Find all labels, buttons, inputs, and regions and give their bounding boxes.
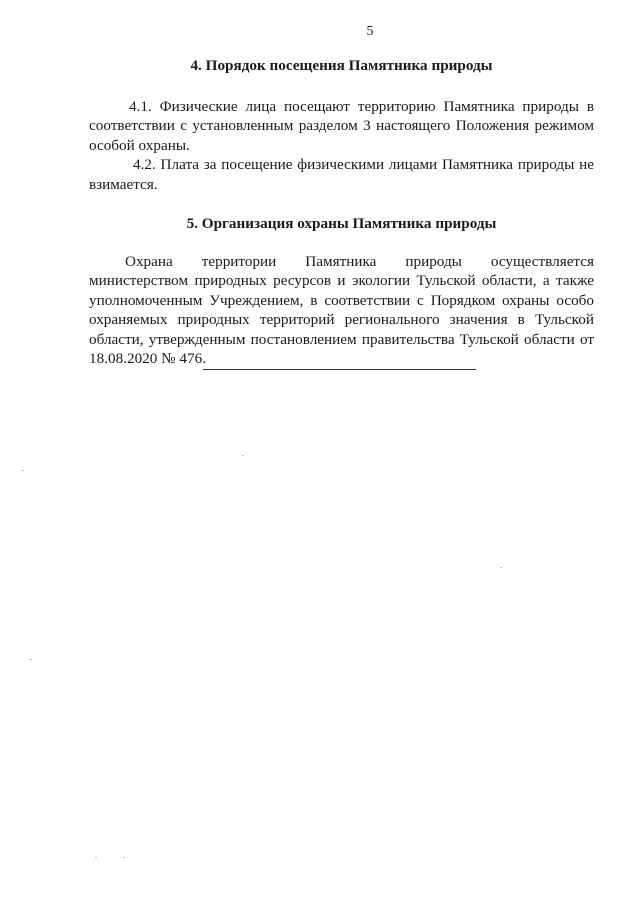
page-number: 5 xyxy=(366,24,374,39)
scan-speck xyxy=(30,659,32,660)
section-5-heading: 5. Организация охраны Памятника природы xyxy=(186,215,497,232)
scan-speck xyxy=(95,857,97,858)
scan-speck xyxy=(123,857,125,858)
section-4-paragraph-1: 4.1. Физические лица посещают территорию Памятника природы в соответствии с установленным разделом 3 настоящего Положения режимом особой охраны. xyxy=(89,97,594,154)
document-body xyxy=(89,56,594,369)
scan-speck xyxy=(500,567,502,568)
section-4-paragraph-2: 4.2. Плата за посещение физическими лицами Памятника природы не взимается. xyxy=(89,156,594,193)
scan-speck xyxy=(22,470,24,471)
section-5-paragraph-1: Охрана территории Памятника природы осуществляется министерством природных ресурсов и экологии Тульской области, а также уполномоченным Учреждением, в соответствии с Порядком охраны особо охраняемых природных территорий регионального значения в Тульской области, утвержденным постановлением правительства Тульской области от 18.08.2020 № 476. xyxy=(89,252,594,367)
scan-speck xyxy=(242,455,244,456)
section-4-heading: 4. Порядок посещения Памятника природы xyxy=(190,57,493,74)
end-of-text-rule xyxy=(203,369,476,370)
